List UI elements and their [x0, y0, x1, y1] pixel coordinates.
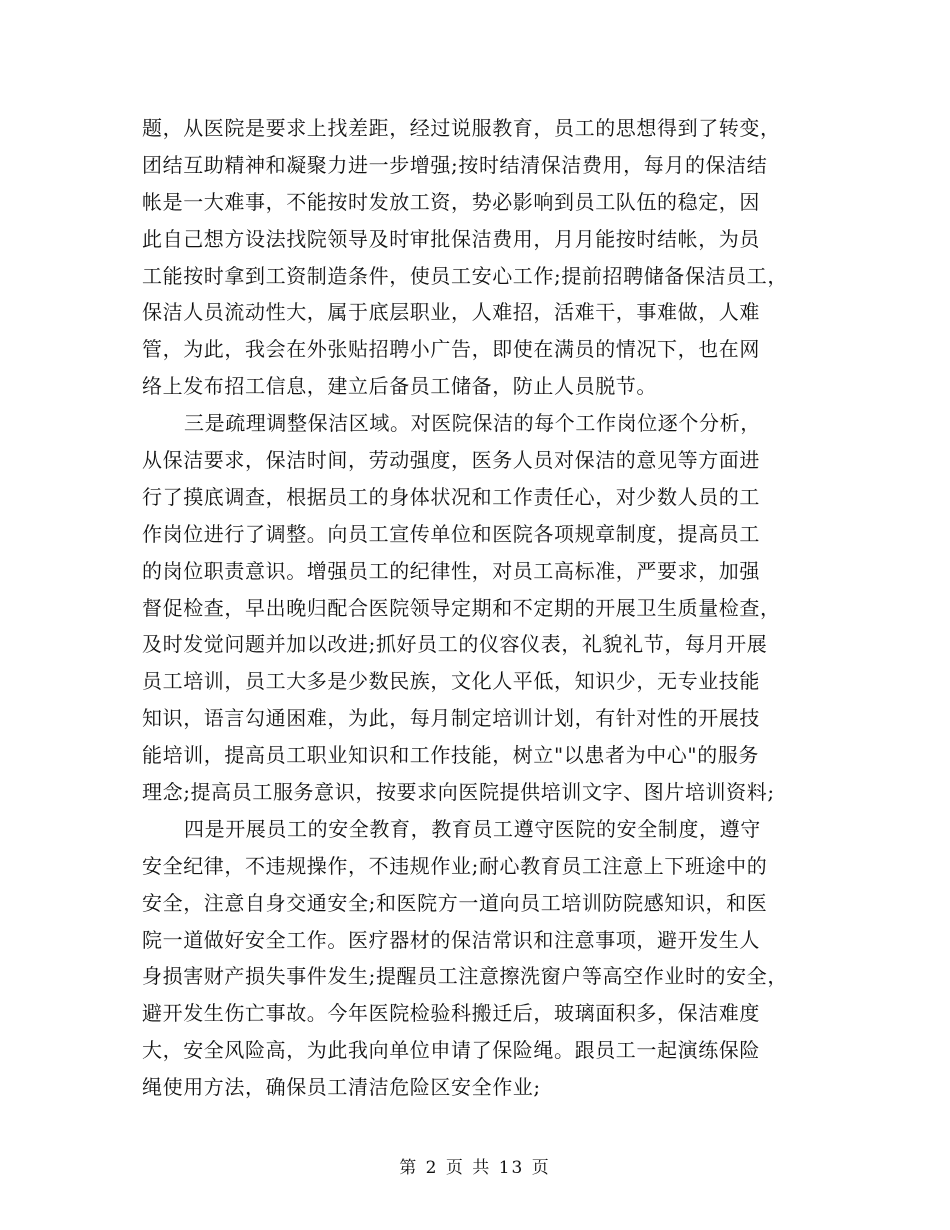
text-line: 工能按时拿到工资制造条件，使员工安心工作;提前招聘储备保洁员工， — [142, 263, 788, 288]
text-line: 行了摸底调查，根据员工的身体状况和工作责任心，对少数人员的工 — [142, 484, 760, 509]
text-line: 及时发觉问题并加以改进;抓好员工的仪容仪表，礼貌礼节，每月开展 — [142, 632, 768, 657]
paragraph-start-line: 三是疏理调整保洁区域。对医院保洁的每个工作岗位逐个分析， — [184, 411, 761, 436]
text-line: 的岗位职责意识。增强员工的纪律性，对员工高标准，严要求，加强 — [142, 558, 760, 583]
text-line: 避开发生伤亡事故。今年医院检验科搬迁后，玻璃面积多，保洁难度 — [142, 1001, 760, 1026]
text-line: 理念;提高员工服务意识，按要求向医院提供培训文字、图片培训资料; — [142, 780, 775, 805]
text-line: 保洁人员流动性大，属于底层职业，人难招，活难干，事难做，人难 — [142, 300, 760, 325]
body-text — [142, 110, 822, 1106]
paragraph-start-line: 四是开展员工的安全教育，教育员工遵守医院的安全制度，遵守 — [184, 816, 761, 841]
text-line: 院一道做好安全工作。医疗器材的保洁常识和注意事项，避开发生人 — [142, 927, 760, 952]
text-line: 帐是一大难事，不能按时发放工资，势必影响到员工队伍的稳定，因 — [142, 189, 760, 214]
text-line: 员工培训，员工大多是少数民族，文化人平低，知识少，无专业技能 — [142, 669, 760, 694]
text-line: 题，从医院是要求上找差距，经过说服教育，员工的思想得到了转变， — [142, 116, 781, 140]
text-line: 管，为此，我会在外张贴招聘小广告，即使在满员的情况下，也在网 — [142, 337, 760, 362]
text-line: 安全，注意自身交通安全;和医院方一道向员工培训防院感知识，和医 — [142, 890, 768, 915]
text-line: 作岗位进行了调整。向员工宣传单位和医院各项规章制度，提高员工 — [142, 521, 760, 546]
text-line: 能培训，提高员工职业知识和工作技能，树立"以患者为中心"的服务 — [142, 743, 759, 768]
text-line: 此自己想方设法找院领导及时审批保洁费用，月月能按时结帐，为员 — [142, 226, 760, 251]
text-line: 知识，语言勾通困难，为此，每月制定培训计划，有针对性的开展技 — [142, 706, 760, 731]
text-line: 从保洁要求，保洁时间，劳动强度，医务人员对保洁的意见等方面进 — [142, 448, 760, 473]
text-line: 团结互助精神和凝聚力进一步增强;按时结清保洁费用，每月的保洁结 — [142, 152, 768, 177]
text-line: 安全纪律，不违规操作，不违规作业;耐心教育员工注意上下班途中的 — [142, 853, 768, 878]
text-line: 督促检查，早出晚归配合医院领导定期和不定期的开展卫生质量检查， — [142, 595, 781, 620]
text-line: 络上发布招工信息，建立后备员工储备，防止人员脱节。 — [142, 374, 657, 399]
text-line: 身损害财产损失事件发生;提醒员工注意擦洗窗户等高空作业时的安全， — [142, 964, 788, 989]
page-footer: 第 2 页 共 13 页 — [399, 1158, 551, 1178]
text-line: 绳使用方法，确保员工清洁危险区安全作业; — [142, 1075, 541, 1100]
text-line: 大，安全风险高，为此我向单位申请了保险绳。跟员工一起演练保险 — [142, 1038, 760, 1063]
